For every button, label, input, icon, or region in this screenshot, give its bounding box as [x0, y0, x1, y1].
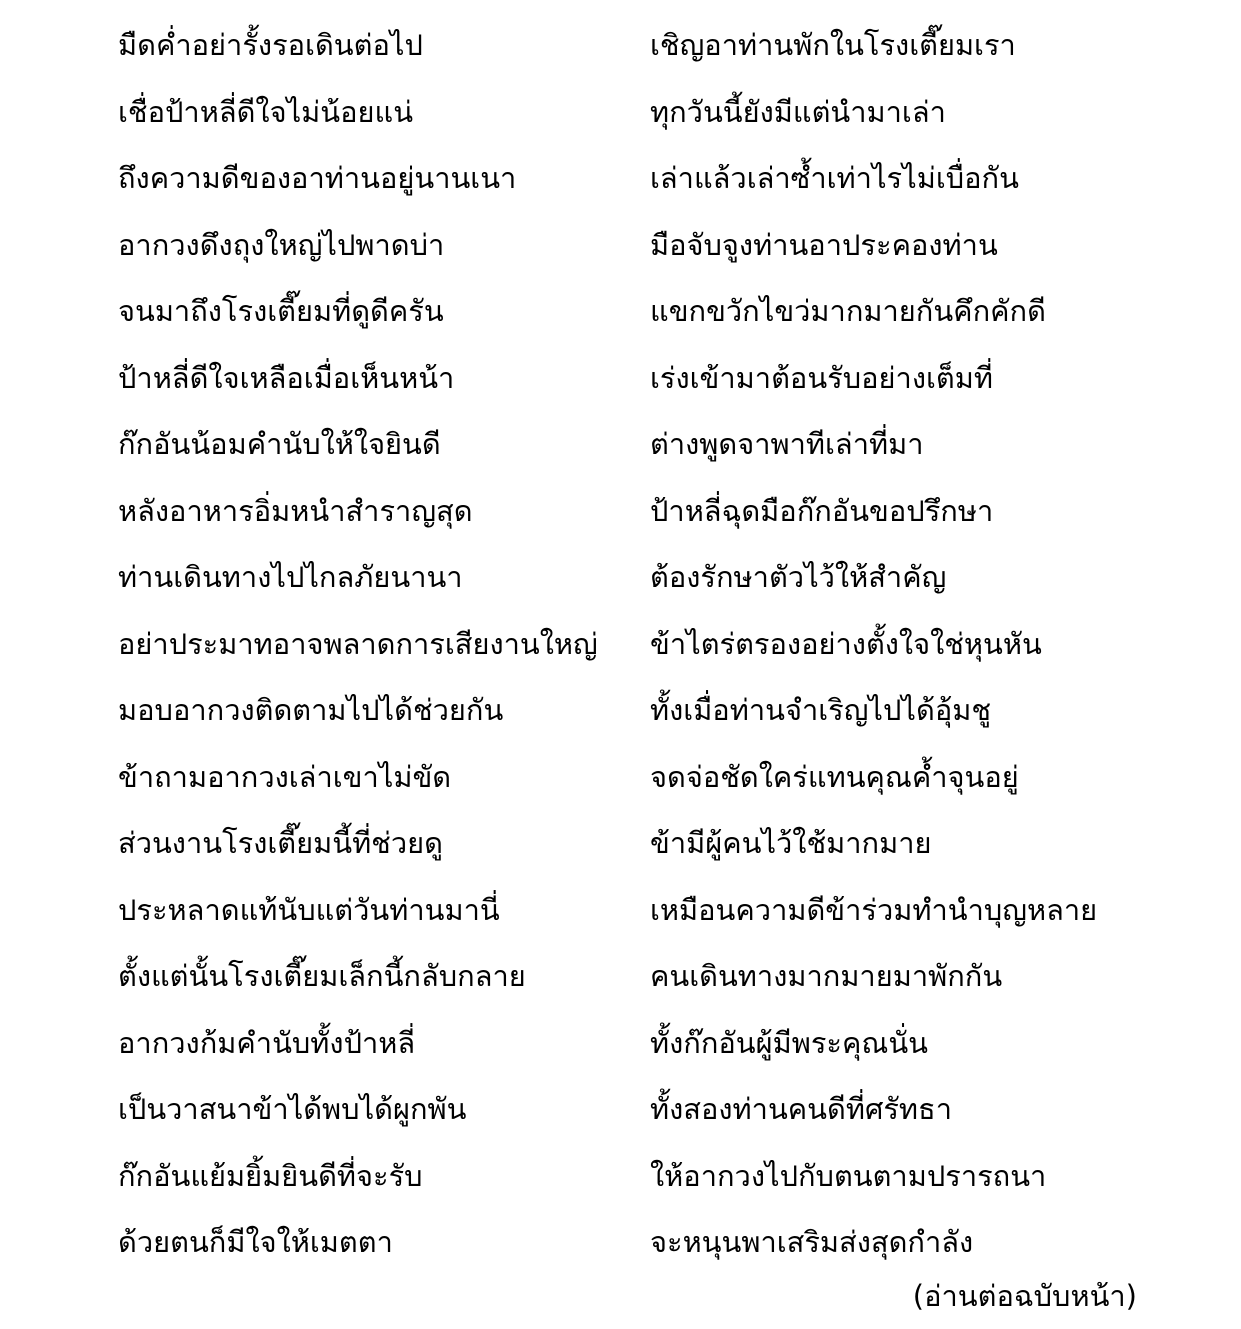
poem-line-left: ท่านเดินทางไปไกลภัยนานา	[118, 560, 463, 595]
poem-couplet	[118, 212, 1138, 279]
poem-couplet	[118, 611, 1138, 678]
poem-line-left: มอบอากวงติดตามไปได้ช่วยกัน	[118, 693, 504, 728]
poem-line-left: ด้วยตนก็มีใจให้เมตตา	[118, 1225, 393, 1260]
poem-couplet	[118, 145, 1138, 212]
poem-line-left: ส่วนงานโรงเตี๊ยมนี้ที่ช่วยดู	[118, 826, 443, 861]
poem-couplet	[118, 1010, 1138, 1077]
poem-line-right: เล่าแล้วเล่าซ้ำเท่าไรไม่เบื่อกัน	[650, 161, 1019, 196]
poem-couplet	[118, 411, 1138, 478]
poem-line-right: จดจ่อชัดใคร่แทนคุณค้ำจุนอยู่	[650, 759, 1019, 794]
poem-line-left: อากวงดึงถุงใหญ่ไปพาดบ่า	[118, 227, 445, 262]
poem-line-right: ป้าหลี่ฉุดมือก๊กอันขอปรึกษา	[650, 493, 994, 528]
poem-couplet	[118, 877, 1138, 944]
poem-couplet	[118, 1143, 1138, 1210]
poem-line-right: ทั้งก๊กอันผู้มีพระคุณนั่น	[650, 1025, 928, 1060]
poem-line-left: ประหลาดแท้นับแต่วันท่านมานี่	[118, 892, 500, 927]
poem-couplet	[118, 1209, 1138, 1276]
poem-couplet	[118, 943, 1138, 1010]
poem-line-left: ตั้งแต่นั้นโรงเตี๊ยมเล็กนี้กลับกลาย	[118, 959, 526, 994]
poem-line-right: คนเดินทางมากมายมาพักกัน	[650, 959, 1003, 994]
poem-line-left: ข้าถามอากวงเล่าเขาไม่ขัด	[118, 759, 452, 794]
poem-couplet	[118, 744, 1138, 811]
poem-couplet	[118, 478, 1138, 545]
poem-body	[118, 12, 1138, 1276]
poem-line-left: จนมาถึงโรงเตี๊ยมที่ดูดีครัน	[118, 294, 444, 329]
poem-couplet	[118, 12, 1138, 79]
poem-couplet	[118, 677, 1138, 744]
poem-line-left: ถึงความดีของอาท่านอยู่นานเนา	[118, 161, 517, 196]
poem-line-left: อย่าประมาทอาจพลาดการเสียงานใหญ่	[118, 626, 598, 661]
poem-line-right: เชิญอาท่านพักในโรงเตี๊ยมเรา	[650, 28, 1016, 63]
poem-line-left: มืดค่ำอย่ารั้งรอเดินต่อไป	[118, 28, 423, 63]
poem-line-right: เหมือนความดีข้าร่วมทำนำบุญหลาย	[650, 892, 1098, 927]
poem-line-left: เป็นวาสนาข้าได้พบได้ผูกพัน	[118, 1092, 467, 1127]
poem-line-left: อากวงก้มคำนับทั้งป้าหลี่	[118, 1025, 416, 1060]
poem-line-right: ทั้งเมื่อท่านจำเริญไปได้อุ้มชู	[650, 693, 992, 728]
poem-couplet	[118, 810, 1138, 877]
poem-line-right: ข้ามีผู้คนไว้ใช้มากมาย	[650, 826, 932, 861]
poem-couplet	[118, 345, 1138, 412]
poem-line-left: หลังอาหารอิ่มหนำสำราญสุด	[118, 493, 473, 528]
poem-line-right: ทุกวันนี้ยังมีแต่นำมาเล่า	[650, 94, 946, 129]
poem-line-right: แขกขวักไขว่มากมายกันคึกคักดี	[650, 294, 1046, 329]
poem-line-right: ต่างพูดจาพาทีเล่าที่มา	[650, 427, 924, 462]
poem-line-left: ป้าหลี่ดีใจเหลือเมื่อเห็นหน้า	[118, 360, 455, 395]
poem-couplet	[118, 278, 1138, 345]
poem-couplet	[118, 544, 1138, 611]
continued-next-issue-note: (อ่านต่อฉบับหน้า)	[912, 1279, 1137, 1313]
poem-line-left: ก๊กอันแย้มยิ้มยินดีที่จะรับ	[118, 1158, 423, 1193]
poem-line-left: เชื่อป้าหลี่ดีใจไม่น้อยแน่	[118, 94, 414, 129]
poem-line-right: มือจับจูงท่านอาประคองท่าน	[650, 227, 998, 262]
poem-line-right: ข้าไตร่ตรองอย่างตั้งใจใช่หุนหัน	[650, 626, 1042, 661]
poem-line-right: ทั้งสองท่านคนดีที่ศรัทธา	[650, 1092, 953, 1127]
poem-line-right: ต้องรักษาตัวไว้ให้สำคัญ	[650, 560, 947, 595]
poem-couplet	[118, 79, 1138, 146]
poem-couplet	[118, 1076, 1138, 1143]
poem-line-right: ให้อากวงไปกับตนตามปรารถนา	[650, 1158, 1047, 1193]
poem-line-right: จะหนุนพาเสริมส่งสุดกำลัง	[650, 1225, 974, 1260]
poem-line-left: ก๊กอันน้อมคำนับให้ใจยินดี	[118, 427, 441, 462]
poem-line-right: เร่งเข้ามาต้อนรับอย่างเต็มที่	[650, 360, 993, 395]
